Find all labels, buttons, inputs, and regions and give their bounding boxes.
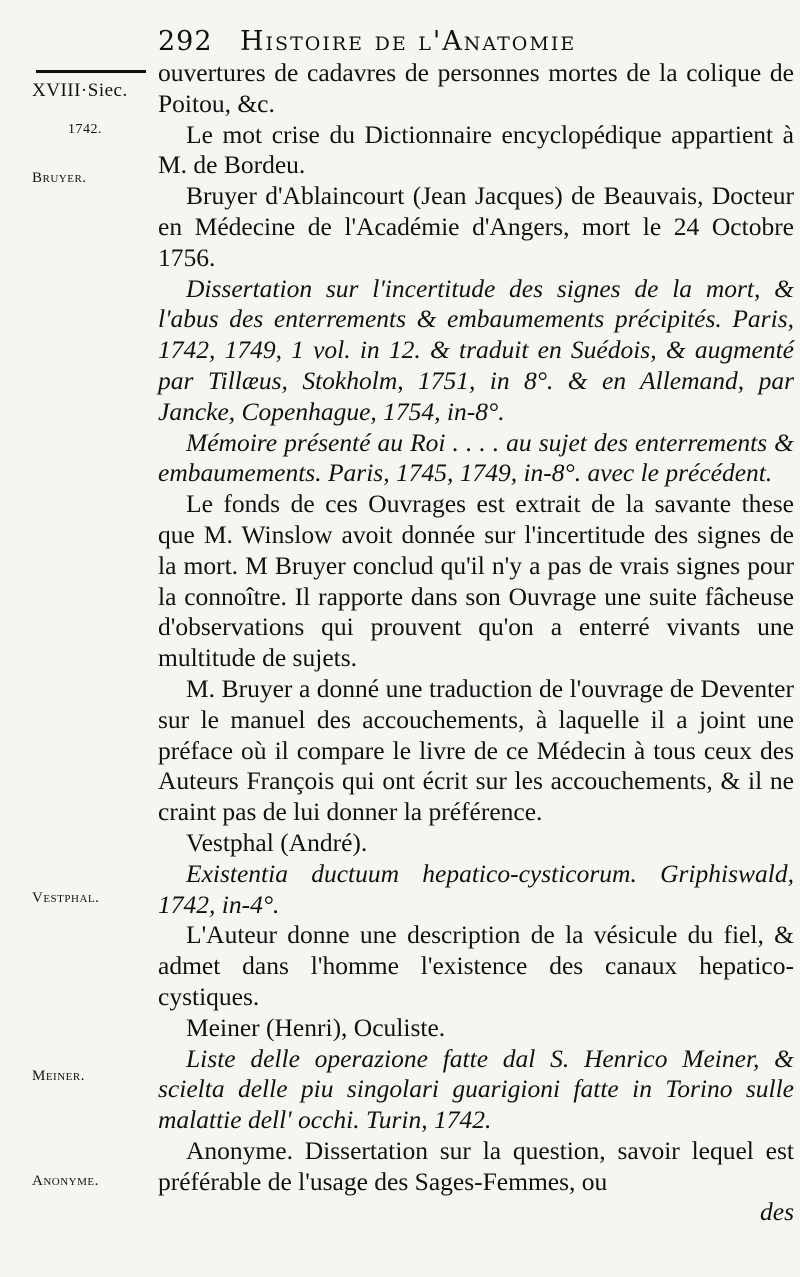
paragraph-9: Existentia ductuum hepatico-cysticorum. Griphiswald, 1742, in-4°.	[158, 858, 794, 919]
margin-vestphal: Vestphal.	[32, 890, 100, 906]
paragraph-4: Dissertation sur l'incertitude des signes de la mort, & l'abus des enterrements & embaumements précipités. Paris, 1742, 1749, 1 vol. in 12. & traduit en Suédois, & augmenté par Tillæus, Stokholm, 1751, in 8°. & en Allemand, par Jancke, Copenhague, 1754, in-8°.	[158, 273, 794, 426]
margin-meiner: Meiner.	[32, 1068, 85, 1084]
paragraph-5: Mémoire présenté au Roi . . . . au sujet des enterrements & embaumements. Paris, 1745, 1749, in-8°. avec le précédent.	[158, 427, 794, 488]
margin-bruyer: Bruyer.	[32, 170, 87, 186]
margin-century: XVIII·Siec.	[32, 80, 128, 101]
paragraph-3: Bruyer d'Ablaincourt (Jean Jacques) de Beauvais, Docteur en Médecine de l'Académie d'Angers, mort le 24 Octobre 1756.	[158, 181, 794, 272]
running-title: Histoire de l'Anatomie	[240, 26, 577, 57]
paragraph-12: Liste delle operazione fatte dal S. Henrico Meiner, & scielta delle piu singolari guarigioni fatte in Torino sulle malattie dell' occhi. Turin, 1742.	[158, 1043, 794, 1135]
paragraph-10: L'Auteur donne une description de la vésicule du fiel, & admet dans l'homme l'existence des canaux hepatico-cystiques.	[158, 920, 794, 1011]
paragraph-1: ouvertures de cadavres de personnes mortes de la colique de Poitou, &c.	[158, 58, 794, 118]
paragraph-8: Vestphal (André).	[186, 827, 368, 857]
paragraph-6: Le fonds de ces Ouvrages est extrait de la savante these que M. Winslow avoit donnée sur l'incertitude des signes de la mort. M Bruyer conclud qu'il n'y a pas de vrais signes pour la connoître. Il rapporte dans son Ouvrage une suite fâcheuse d'observations qui prouvent qu'on a enterré vivants une multitude de sujets.	[158, 489, 794, 673]
paragraph-2: Le mot crise du Dictionnaire encyclopédique appartient à M. de Bordeu.	[158, 119, 794, 180]
paragraph-7: M. Bruyer a donné une traduction de l'ouvrage de Deventer sur le manuel des accouchements, à laquelle il a joint une préface où il compare le livre de ce Médecin à tous ceux des Auteurs François qui ont écrit sur les accouchements, & il ne craint pas de lui donner la préférence.	[158, 673, 794, 827]
margin-anonyme: Anonyme.	[32, 1173, 99, 1189]
main-text	[158, 58, 794, 1228]
margin-rule	[36, 70, 146, 73]
paragraph-13: Anonyme. Dissertation sur la question, savoir lequel est préférable de l'usage des Sages-Femmes, ou	[158, 1135, 794, 1196]
catchword: des	[760, 1197, 794, 1227]
page-number: 292	[158, 26, 213, 57]
paragraph-11: Meiner (Henri), Oculiste.	[186, 1012, 446, 1042]
margin-year: 1742.	[68, 122, 102, 137]
